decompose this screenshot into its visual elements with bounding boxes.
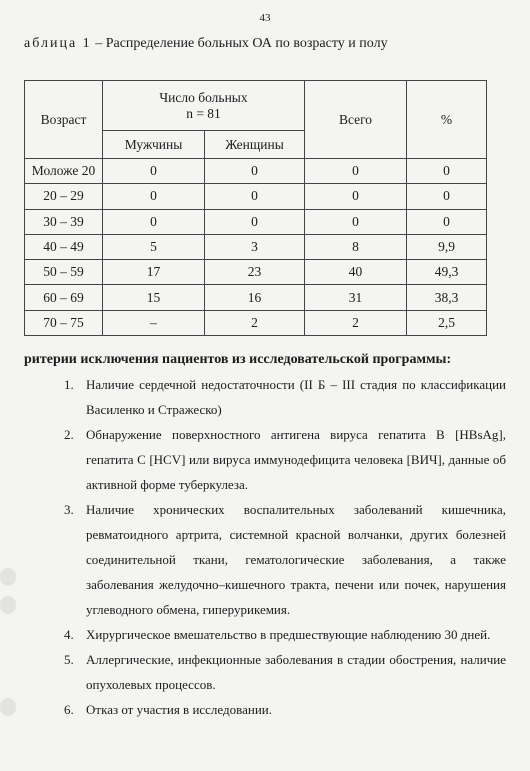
list-item-number: 6.: [64, 702, 74, 717]
cell-total: 0: [305, 184, 407, 209]
table-row: [25, 310, 487, 335]
cell-age: 20 – 29: [25, 184, 103, 209]
list-item-number: 4.: [64, 627, 74, 642]
page-number: 43: [259, 12, 271, 24]
cell-percent: 0: [407, 159, 487, 184]
header-patient-total-n: n = 81: [186, 105, 221, 121]
cell-women: 16: [205, 285, 305, 310]
cell-men: –: [103, 310, 205, 335]
list-item-text: Наличие сердечной недостаточности (II Б – III стадия по классификации Василенко и Стражеско): [86, 377, 506, 417]
table-caption-prefix: аблица 1: [24, 36, 92, 51]
list-item-number: 5.: [64, 652, 74, 667]
scan-smudge: [0, 698, 16, 716]
exclusion-criteria-heading: ритерии исключения пациентов из исследовательской программы:: [24, 352, 452, 367]
header-women: Женщины: [205, 131, 305, 159]
cell-age: 50 – 59: [25, 260, 103, 285]
list-item-number: 1.: [64, 377, 74, 392]
cell-women: 0: [205, 184, 305, 209]
cell-men: 0: [103, 184, 205, 209]
cell-total: 2: [305, 310, 407, 335]
exclusion-criteria-list: [60, 372, 506, 722]
table-caption-text: – Распределение больных ОА по возрасту и полу: [91, 36, 388, 51]
cell-women: 0: [205, 159, 305, 184]
list-item: [60, 622, 506, 647]
cell-age: Моложе 20: [25, 159, 103, 184]
cell-percent: 9,9: [407, 234, 487, 259]
header-patient-count: [103, 81, 305, 131]
scan-smudge: [0, 568, 16, 586]
list-item-text: Наличие хронических воспалительных заболеваний кишечника, ревматоидного артрита, системной красной волчанки, других болезней соединительной ткани, гематологические заболевания, а также заболевания желудочно–кишечного тракта, печени или почек, нарушения углеводного обмена, гиперурикемия.: [86, 502, 506, 617]
cell-men: 15: [103, 285, 205, 310]
cell-age: 70 – 75: [25, 310, 103, 335]
cell-percent: 2,5: [407, 310, 487, 335]
list-item: [60, 697, 506, 722]
cell-total: 0: [305, 159, 407, 184]
cell-women: 2: [205, 310, 305, 335]
table-caption: [24, 36, 388, 52]
list-item-number: 2.: [64, 427, 74, 442]
list-item: [60, 647, 506, 697]
header-patient-count-label: Число больных: [159, 89, 248, 105]
header-total: Всего: [305, 81, 407, 159]
table-row: [25, 159, 487, 184]
cell-total: 8: [305, 234, 407, 259]
cell-percent: 49,3: [407, 260, 487, 285]
list-item-number: 3.: [64, 502, 74, 517]
cell-percent: 0: [407, 209, 487, 234]
cell-women: 0: [205, 209, 305, 234]
cell-men: 5: [103, 234, 205, 259]
cell-age: 60 – 69: [25, 285, 103, 310]
table-row: [25, 285, 487, 310]
cell-total: 31: [305, 285, 407, 310]
cell-men: 17: [103, 260, 205, 285]
cell-percent: 0: [407, 184, 487, 209]
list-item: [60, 422, 506, 497]
list-item: [60, 372, 506, 422]
cell-men: 0: [103, 159, 205, 184]
header-age: Возраст: [25, 81, 103, 159]
scan-smudge: [0, 596, 16, 614]
cell-percent: 38,3: [407, 285, 487, 310]
cell-men: 0: [103, 209, 205, 234]
age-sex-distribution-table: [24, 80, 487, 336]
cell-total: 40: [305, 260, 407, 285]
table-row: [25, 234, 487, 259]
cell-age: 40 – 49: [25, 234, 103, 259]
cell-women: 3: [205, 234, 305, 259]
list-item-text: Хирургическое вмешательство в предшествующие наблюдению 30 дней.: [86, 627, 491, 642]
cell-women: 23: [205, 260, 305, 285]
list-item-text: Отказ от участия в исследовании.: [86, 702, 272, 717]
table-row: [25, 184, 487, 209]
table-row: [25, 260, 487, 285]
list-item: [60, 497, 506, 622]
cell-total: 0: [305, 209, 407, 234]
table-row: [25, 209, 487, 234]
header-men: Мужчины: [103, 131, 205, 159]
header-percent: %: [407, 81, 487, 159]
list-item-text: Обнаружение поверхностного антигена вируса гепатита В [HBsAg], гепатита С [HCV] или вируса иммунодефицита человека [ВИЧ], данные об активной форме туберкулеза.: [86, 427, 506, 492]
cell-age: 30 – 39: [25, 209, 103, 234]
list-item-text: Аллергические, инфекционные заболевания в стадии обострения, наличие опухолевых процессов.: [86, 652, 506, 692]
